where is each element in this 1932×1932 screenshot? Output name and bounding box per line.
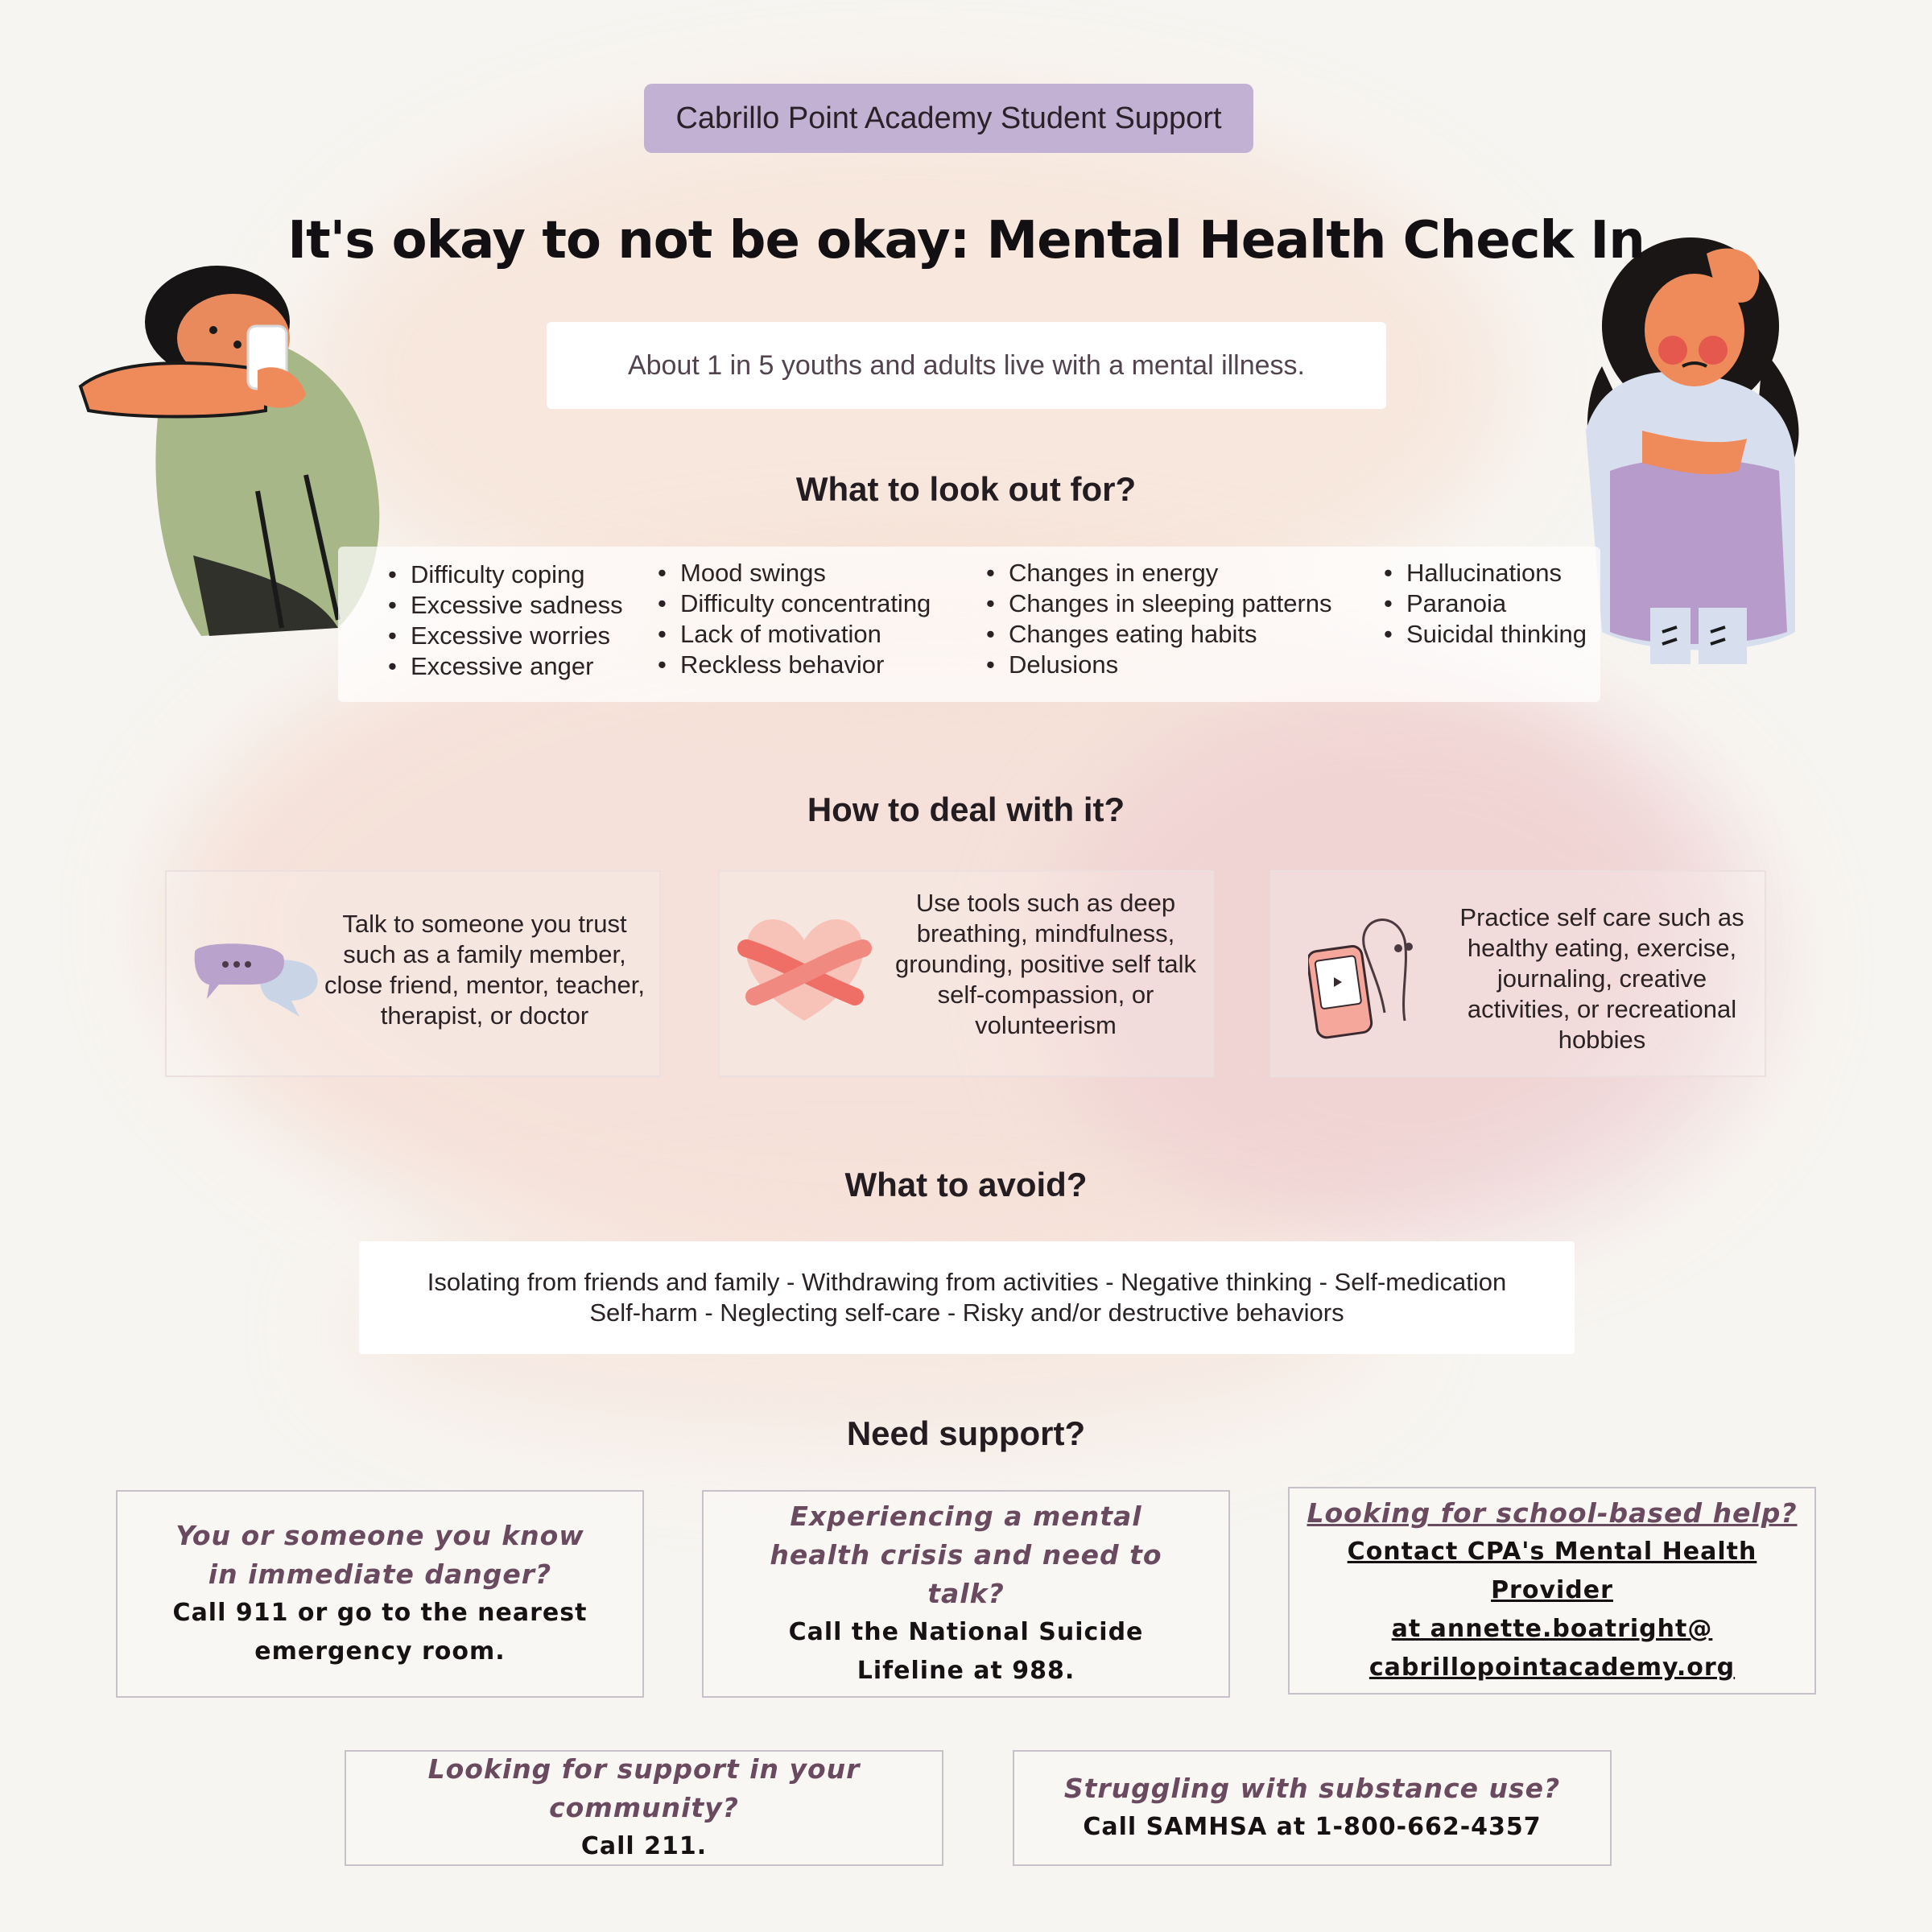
list-item: • Changes eating habits <box>983 619 1369 650</box>
support-answer: Call 211. <box>580 1832 708 1860</box>
look-out-heading: What to look out for? <box>795 470 1137 508</box>
list-item: • Changes in sleeping patterns <box>983 588 1369 619</box>
support-heading: Need support? <box>846 1414 1086 1452</box>
list-item: • Reckless behavior <box>654 650 976 680</box>
list-item: • Excessive sadness <box>385 590 650 621</box>
support-question: Struggling with substance use? <box>1063 1773 1561 1804</box>
avoid-line: Self-harm - Neglecting self-care - Risky and/or destructive behaviors <box>589 1298 1344 1327</box>
coping-card-self-care <box>1270 870 1766 1077</box>
page-title: It's okay to not be okay: Mental Health Check In <box>287 211 1645 270</box>
avoid-heading: What to avoid? <box>844 1166 1088 1203</box>
support-question: You or someone you know in immediate danger? <box>175 1520 584 1590</box>
support-card-school <box>1288 1487 1816 1695</box>
warning-signs-column-1 <box>385 559 650 682</box>
support-card-community <box>345 1750 943 1866</box>
list-item: • Difficulty concentrating <box>654 588 976 619</box>
support-question: Looking for support in your community? <box>427 1753 861 1823</box>
list-item: • Changes in energy <box>983 558 1369 588</box>
coping-card-tools <box>718 870 1214 1077</box>
speech-bubbles-icon <box>187 936 324 1033</box>
email-link[interactable]: at annette.boatright@ <box>1391 1615 1713 1643</box>
support-card-crisis <box>702 1490 1230 1698</box>
self-hug-heart-icon <box>734 908 875 1029</box>
list-item: • Suicidal thinking <box>1381 619 1590 650</box>
coping-card-talk <box>165 870 661 1077</box>
support-question: Experiencing a mental health crisis and need to talk? <box>770 1501 1162 1609</box>
support-card-substance <box>1013 1750 1612 1866</box>
warning-signs-column-4 <box>1381 558 1590 650</box>
warning-signs-column-3 <box>983 558 1369 680</box>
school-help-link[interactable]: Contact CPA's Mental Health Provider <box>1347 1538 1757 1604</box>
school-help-link[interactable]: Looking for school-based help? <box>1307 1497 1798 1529</box>
music-player-icon <box>1308 900 1429 1045</box>
warning-signs-column-2 <box>654 558 976 680</box>
list-item: • Delusions <box>983 650 1369 680</box>
support-answer: Call the National Suicide Lifeline at 988. <box>788 1618 1144 1685</box>
deal-heading: How to deal with it? <box>807 791 1125 828</box>
list-item: • Hallucinations <box>1381 558 1590 588</box>
email-link[interactable]: cabrillopointacademy.org <box>1368 1653 1736 1682</box>
statistic-banner: About 1 in 5 youths and adults live with a mental illness. <box>547 322 1386 409</box>
support-card-emergency <box>116 1490 644 1698</box>
coping-text: Talk to someone you trust such as a family member, close friend, mentor, teacher, therapist, or doctor <box>324 910 646 1030</box>
list-item: • Difficulty coping <box>385 559 650 590</box>
avoid-line: Isolating from friends and family - Withdrawing from activities - Negative thinking - Self-medication <box>427 1268 1507 1296</box>
list-item: • Mood swings <box>654 558 976 588</box>
list-item: • Lack of motivation <box>654 619 976 650</box>
list-item: • Paranoia <box>1381 588 1590 619</box>
list-item: • Excessive worries <box>385 621 650 651</box>
support-answer: Call 911 or go to the nearest emergency room. <box>172 1599 588 1666</box>
coping-text: Practice self care such as healthy eating, exercise, journaling, creative activities, or recreational hobbies <box>1459 903 1744 1054</box>
coping-text: Use tools such as deep breathing, mindfulness, grounding, positive self talk self-compassion, or volunteerism <box>895 889 1196 1039</box>
support-answer: Call SAMHSA at 1-800-662-4357 <box>1083 1813 1542 1841</box>
school-badge: Cabrillo Point Academy Student Support <box>644 84 1253 153</box>
avoid-panel <box>359 1241 1575 1354</box>
list-item: • Excessive anger <box>385 651 650 682</box>
